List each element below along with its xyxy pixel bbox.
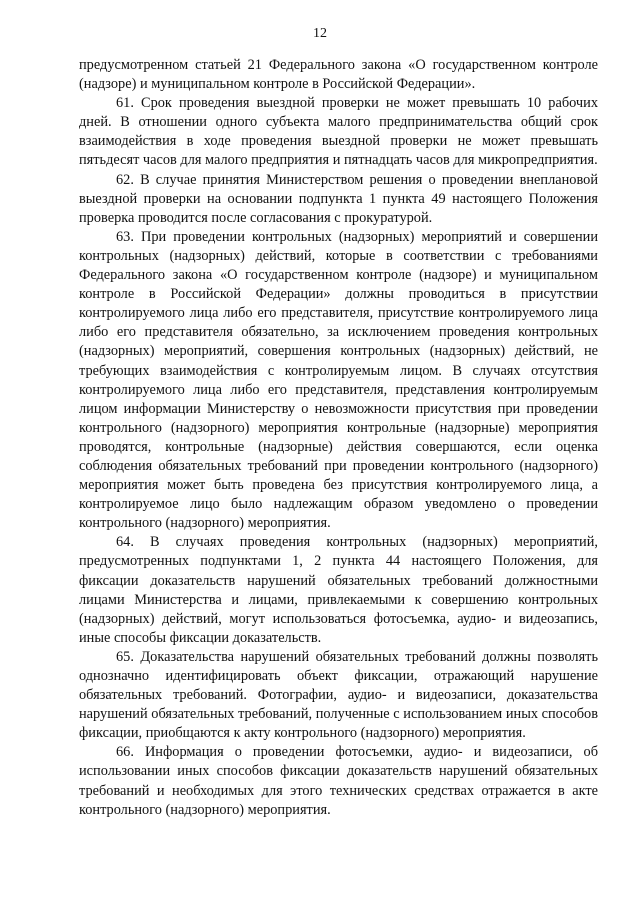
page-number: 12 (313, 26, 327, 41)
paragraph-60-continuation: предусмотренном статьей 21 Федерального закона «О государственном контроле (надзоре) и муниципальном контроле в Российской Федерации». (79, 57, 598, 93)
paragraph-61: 61. Срок проведения выездной проверки не может превышать 10 рабочих дней. В отношении одного субъекта малого предпринимательства общий срок взаимодействия в ходе проведения выездной проверки не может превышать пятьдесят часов для малого предприятия и пятнадцать часов для микропредприятия. (79, 95, 598, 169)
paragraph-64: 64. В случаях проведения контрольных (надзорных) мероприятий, предусмотренных подпунктами 1, 2 пункта 44 настоящего Положения, для фиксации доказательств нарушений обязательных требований должностными лицами Министерства и лицами, привлекаемыми к совершению контрольных (надзорных) действий, могут использоваться фотосъемка, аудио- и видеозапись, иные способы фиксации доказательств. (79, 534, 598, 646)
document-body (79, 56, 598, 820)
paragraph-65: 65. Доказательства нарушений обязательных требований должны позволять однозначно идентифицировать объект фиксации, отражающий нарушение обязательных требований. Фотографии, аудио- и видеозаписи, доказательства нарушений обязательных требований, полученные с использованием иных способов фиксации, приобщаются к акту контрольного (надзорного) мероприятия. (79, 648, 598, 742)
paragraph-66: 66. Информация о проведении фотосъемки, аудио- и видеозаписи, об использовании иных способов фиксации доказательств нарушений обязательных требований и необходимых для этого технических средствах отражается в акте контрольного (надзорного) мероприятия. (79, 744, 598, 818)
paragraph-62: 62. В случае принятия Министерством решения о проведении внеплановой выездной проверки на основании подпункта 1 пункта 49 настоящего Положения проверка проводится после согласования с прокуратурой. (79, 171, 598, 226)
paragraph-63: 63. При проведении контрольных (надзорных) мероприятий и совершении контрольных (надзорных) действий, которые в соответствии с требованиями Федерального закона «О государственном контроле (надзоре) и муниципальном контроле в Российской Федерации» должны проводиться в присутствии контролируемого лица либо его представителя, присутствие контролируемого лица либо его представителя обязательно, за исключением проведения контрольных (надзорных) мероприятий, совершения контрольных (надзорных) действий, не требующих взаимодействия с контролируемым лицом. В случаях отсутствия контролируемого лица либо его представителя, представления контролируемым лицом информации Министерству о невозможности присутствия при проведении контрольного (надзорного) мероприятия контрольные (надзорные) мероприятия проводятся, контрольные (надзорные) действия совершаются, если оценка соблюдения обязательных требований при проведении контрольного (надзорного) мероприятия может быть проведена без присутствия контролируемого лица, а контролируемое лицо было надлежащим образом уведомлено о проведении контрольного (надзорного) мероприятия. (79, 228, 598, 532)
